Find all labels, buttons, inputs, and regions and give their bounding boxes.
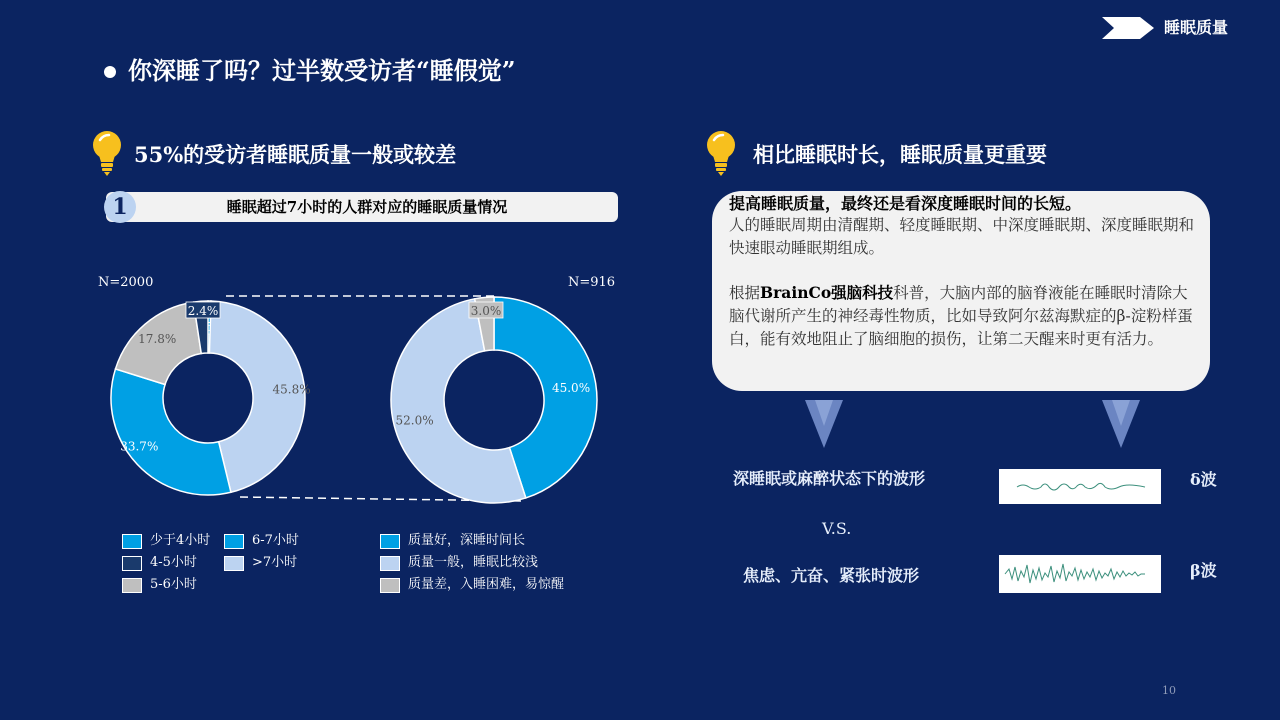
legend-swatch [380,578,400,593]
data-label: 33.7% [120,439,159,454]
legend-label: >7小时 [252,555,298,570]
p2-brand: BrainCo强脑科技 [760,283,894,302]
page-number: 10 [1162,684,1176,697]
data-label: 17.8% [138,331,177,346]
legend-swatch [122,534,142,549]
legend-item-hours [224,532,299,550]
delta-wave-name: δ波 [1190,470,1217,489]
info-card-paragraph-1: 人的睡眠周期由清醒期、轻度睡眠期、中深度睡眠期、深度睡眠期和快速眼动睡眠期组成。 [729,216,1195,257]
versus-label: V.S. [822,519,852,538]
legend-label: 6-7小时 [252,533,299,548]
legend-label: 质量好，深睡时间长 [408,533,526,548]
sample-size-right: N=916 [568,275,616,290]
p2-prefix: 根据 [729,284,761,302]
donut-chart-hours [111,301,311,495]
chart-caption: 睡眠超过7小时的人群对应的睡眠质量情况 [226,198,508,216]
data-label: 52.0% [395,413,434,428]
legend-item-quality [380,576,564,594]
legend-swatch [122,556,142,571]
legend-label: 质量差，入睡困难，易惊醒 [408,577,565,592]
legend-label: 少于4小时 [150,533,211,548]
donut-chart-quality [391,297,597,503]
left-section-heading: 55%的受访者睡眠质量一般或较差 [134,142,457,167]
p2-suffix: 科普，大脑内部的脑脊液能在睡眠时清除大脑代谢所产生的神经毒性物质，比如导致阿尔兹海默症的β-淀粉样蛋白，能有效地阻止了脑细胞的损伤，让第二天醒来时更有活力。 [729,284,1193,348]
legend-item-hours [224,554,297,572]
legend-label: 质量一般，睡眠比较浅 [408,555,539,570]
beta-waveform-icon [999,555,1161,593]
data-label: 45.0% [551,380,591,395]
sample-size-left: N=2000 [98,275,154,290]
data-label: 2.4% [187,304,219,318]
page-headline: 你深睡了吗？过半数受访者“睡假觉” [128,56,516,85]
legend-swatch [224,556,244,571]
legend-item-quality [380,532,525,550]
legend-swatch [224,534,244,549]
caption-number-badge: 1 [104,191,136,223]
legend-item-hours [122,554,197,572]
beta-wave-name: β波 [1190,561,1217,580]
delta-waveform-icon [999,469,1161,504]
legend-swatch [122,578,142,593]
legend-swatch [380,556,400,571]
legend-item-quality [380,554,538,572]
right-section-heading: 相比睡眠时长，睡眠质量更重要 [753,142,1047,167]
legend-label: 4-5小时 [150,555,197,570]
legend-item-hours [122,576,197,594]
anxiety-wave-label: 焦虑、亢奋、紧张时波形 [743,566,920,585]
legend-item-hours [122,532,210,550]
beta-waveform-image [999,555,1161,593]
legend-label: 5-6小时 [150,577,197,592]
legend-swatch [380,534,400,549]
info-card-title: 提高睡眠质量，最终还是看深度睡眠时间的长短。 [729,194,1082,213]
delta-waveform-image [999,469,1161,504]
down-arrow-icon [805,400,843,448]
data-label: 45.8% [272,382,311,397]
header-tag-label: 睡眠质量 [1164,18,1229,37]
data-label: 3.0% [470,304,502,318]
down-arrow-icon [1102,400,1140,448]
donut-slice [111,369,231,495]
info-card-paragraph-2 [729,281,1201,351]
deep-sleep-wave-label: 深睡眠或麻醉状态下的波形 [733,469,926,488]
